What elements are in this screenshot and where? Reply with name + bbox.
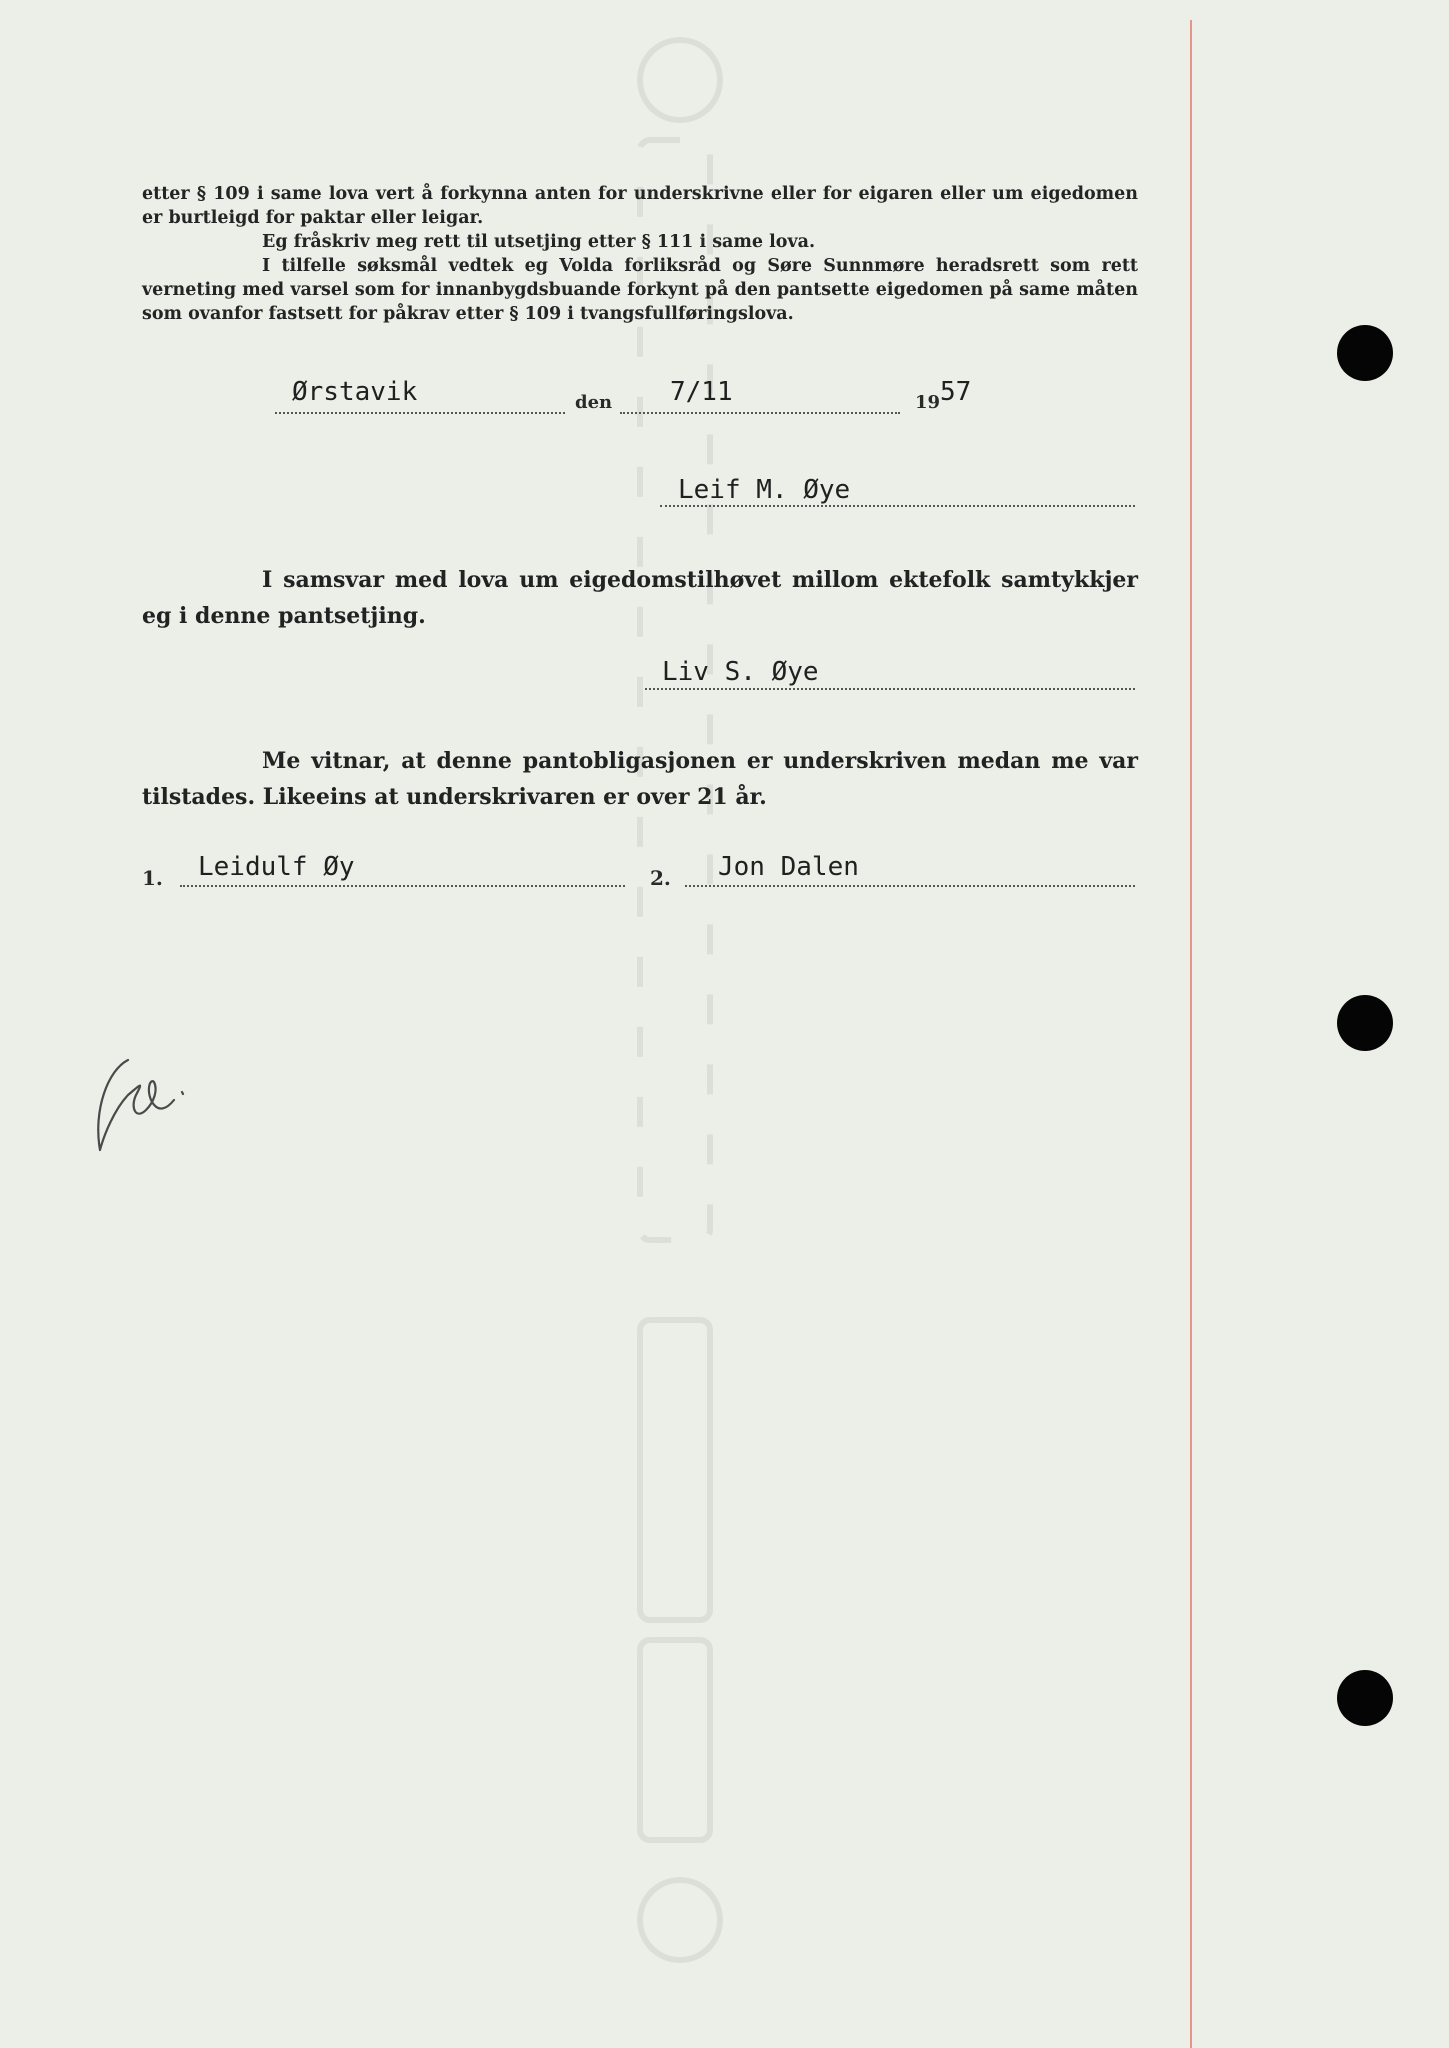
date-dotted-line xyxy=(620,412,900,414)
witness-statement xyxy=(142,743,1138,815)
signature-spouse-line xyxy=(645,688,1135,690)
spouse-consent-line: I samsvar med lova um eigedomstilhøvet millom ektefolk samtykkjer eg i denne pantsetjing. xyxy=(142,567,1138,629)
handwritten-initials xyxy=(88,1040,198,1160)
signature-owner-line xyxy=(660,505,1135,507)
witness1-name: Leidulf Øy xyxy=(198,852,355,882)
witness1-label: 1. xyxy=(142,866,163,890)
year-suffix: 57 xyxy=(940,377,972,407)
den-label: den xyxy=(575,392,613,413)
place-dotted-line xyxy=(275,412,565,414)
red-margin-line xyxy=(1190,20,1192,2048)
clause-line-verneting: I tilfelle søksmål vedtek eg Volda forliksråd og Søre Sunnmøre heradsrett som rett verneting med varsel som for innanbygdsbuande forkynt på den pantsette eigedomen på same måten som ovanfor fastsett for påkrav etter § 109 i tvangsfullføringslova. xyxy=(142,256,1138,324)
punch-hole-top xyxy=(1337,325,1393,381)
year-prefix: 19 xyxy=(915,392,941,413)
spouse-consent-text xyxy=(142,562,1138,634)
clause-line-utsetjing: Eg fråskriv meg rett til utsetjing etter § 111 i same lova. xyxy=(262,232,816,252)
witness2-line xyxy=(685,885,1135,887)
signature-owner: Leif M. Øye xyxy=(678,475,851,505)
signature-spouse: Liv S. Øye xyxy=(662,657,819,687)
punch-hole-middle xyxy=(1337,995,1393,1051)
witness2-name: Jon Dalen xyxy=(718,852,859,882)
clause-paragraph xyxy=(142,182,1138,326)
witness1-line xyxy=(180,885,625,887)
witness2-label: 2. xyxy=(650,866,671,890)
place-value: Ørstavik xyxy=(292,377,418,407)
clause-line-forkynning: etter § 109 i same lova vert å forkynna anten for underskrivne eller for eigaren eller um eigedomen er burtleigd for paktar eller leigar. xyxy=(142,184,1138,228)
punch-hole-bottom xyxy=(1337,1670,1393,1726)
date-value: 7/11 xyxy=(670,377,733,407)
witness-statement-line: Me vitnar, at denne pantobligasjonen er underskriven medan me var tilstades. Likeeins at underskrivaren er over 21 år. xyxy=(142,748,1138,810)
